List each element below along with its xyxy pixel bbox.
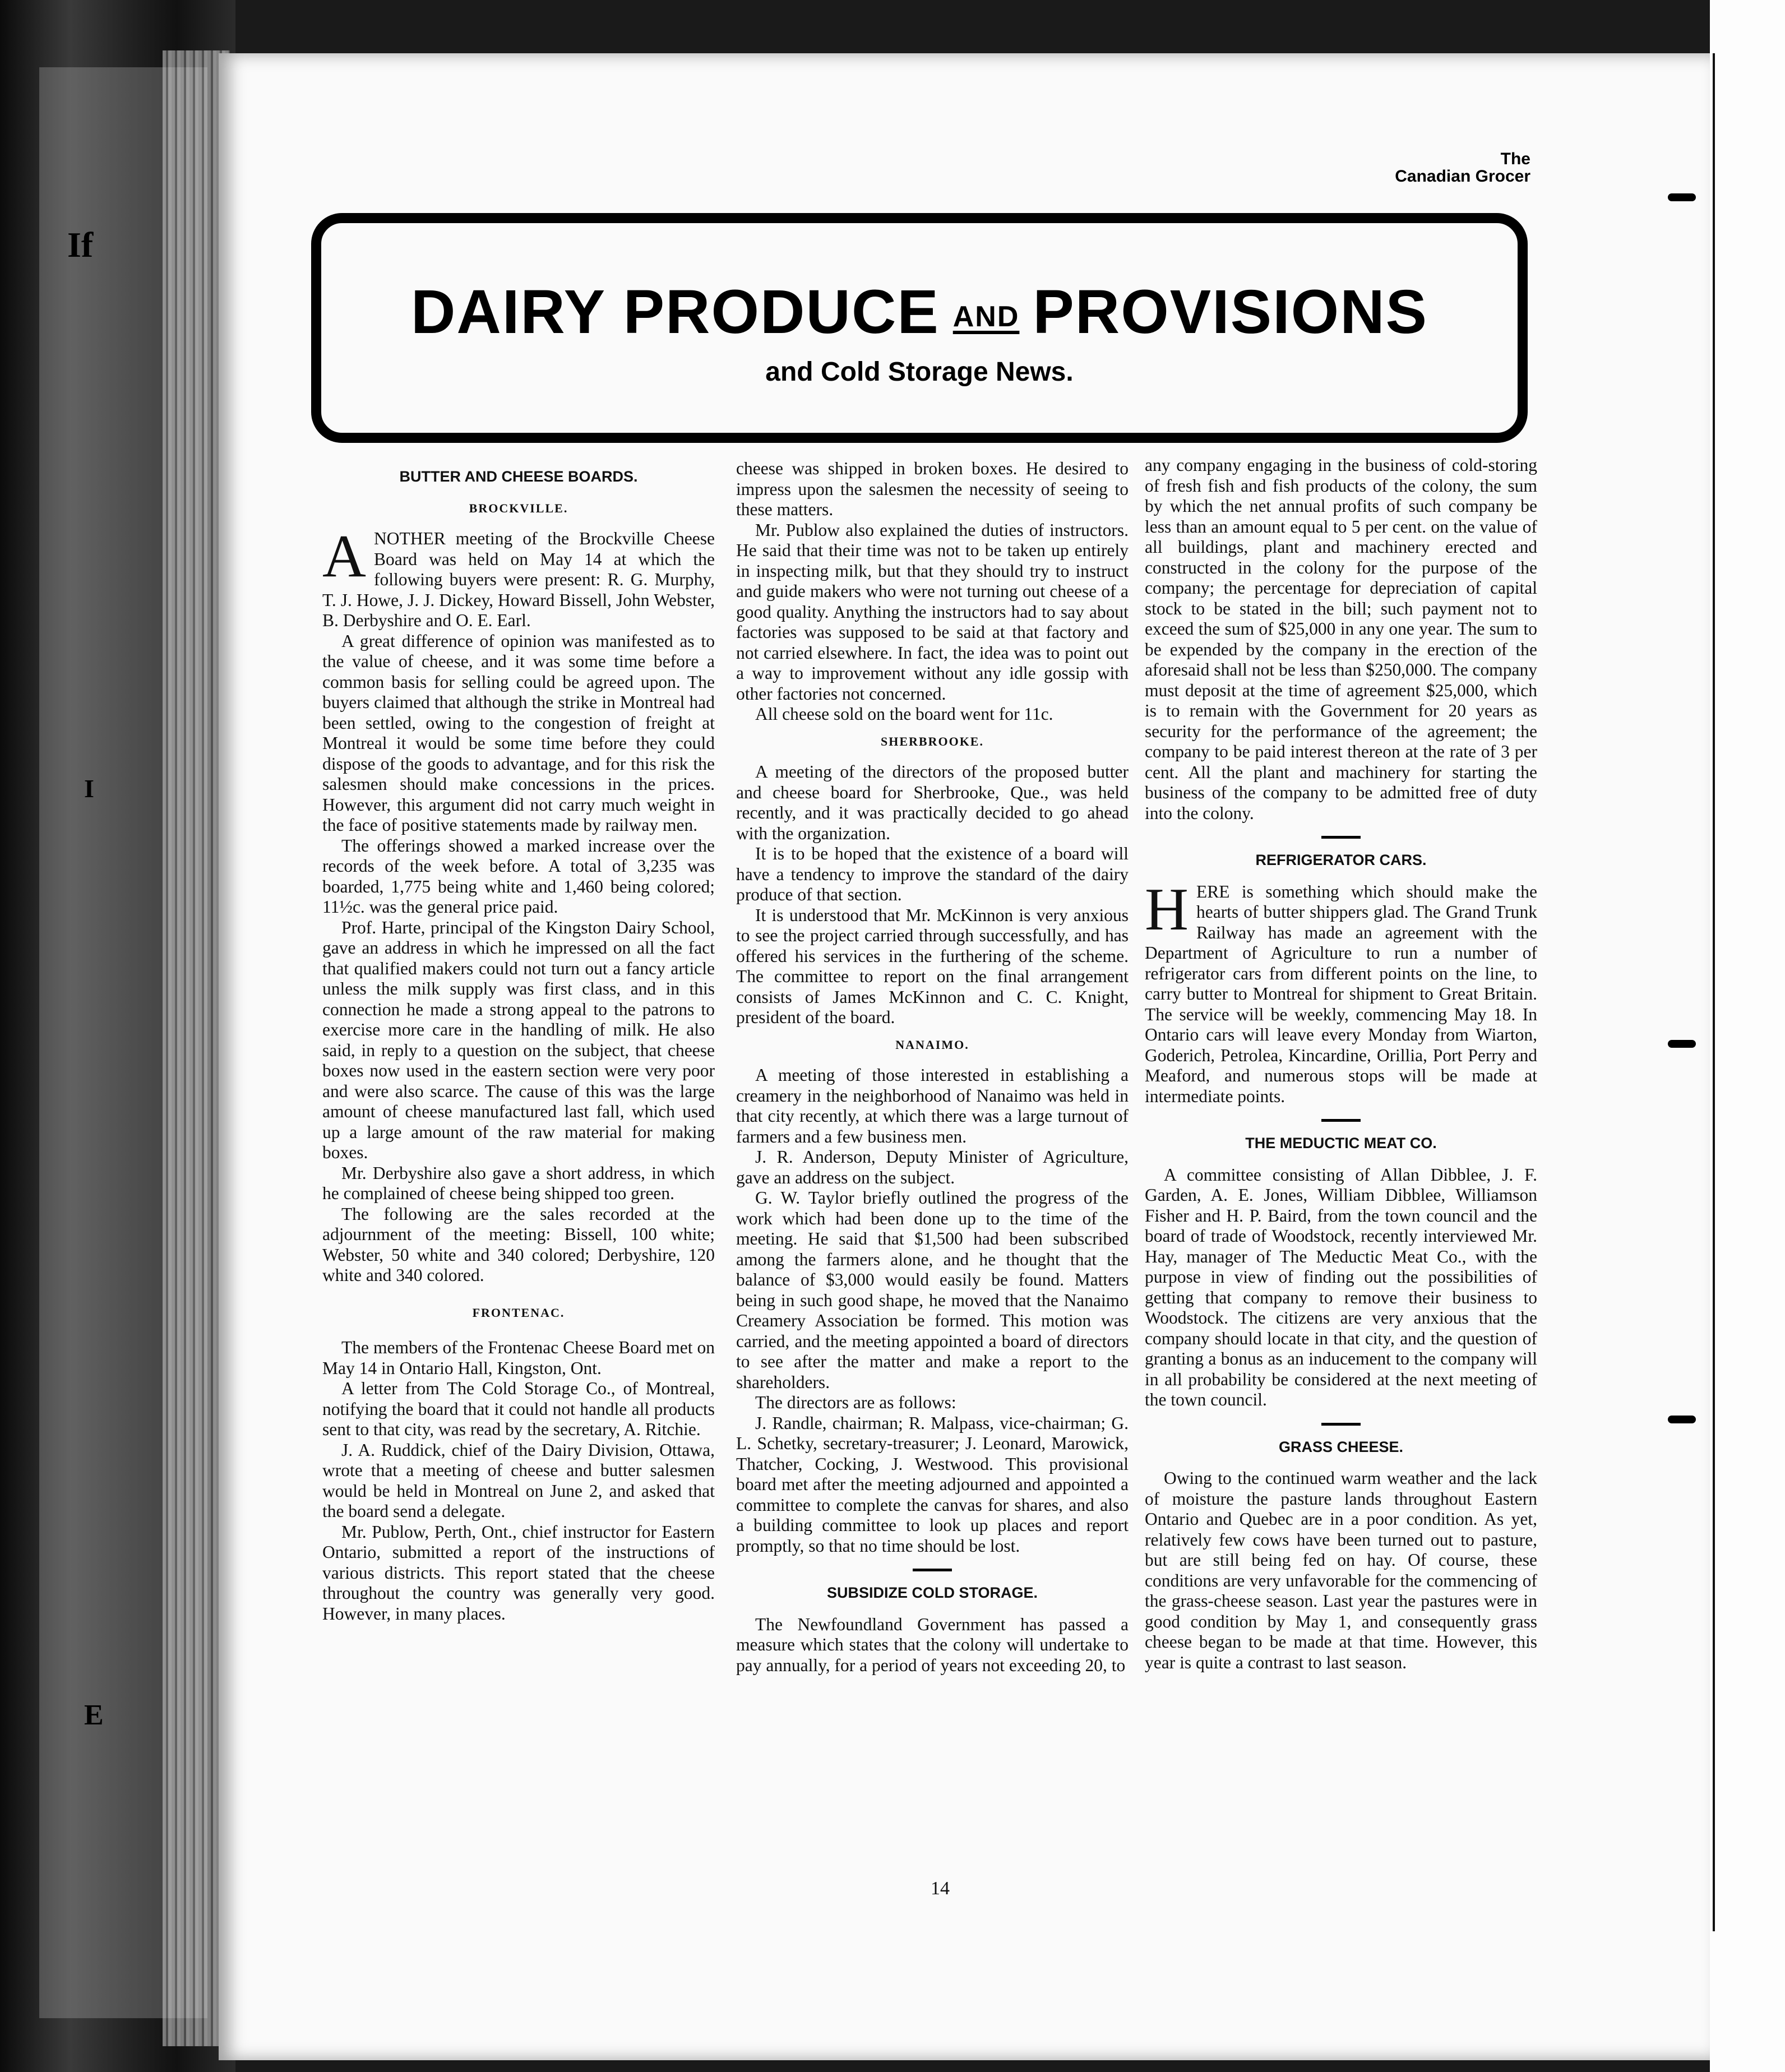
page-edge-rule xyxy=(1713,53,1715,1931)
paragraph: Mr. Publow, Perth, Ont., chief instructor for Eastern Ontario, submitted a report of the instructions of various districts. This report stated that the cheese throughout the country was generally very good. However, in many places. xyxy=(322,1521,715,1624)
banner-subtitle: and Cold Storage News. xyxy=(765,357,1074,387)
paragraph: A great difference of opinion was manifested as to the value of cheese, and it was some time before a common basis for selling could be agreed upon. The buyers claimed that although the strike in Montreal had been settled, owing to the congestion of freight at Montreal it would be some time before they could dispose of the goods to advantage, and for this risk the salesmen should make concessions in the prices. However, this argument did not carry much weight in the face of positive statements made by railway men. xyxy=(322,631,715,835)
scan-background-right xyxy=(1710,0,1785,2072)
column-2 xyxy=(736,459,1129,1676)
section-divider xyxy=(1321,836,1361,839)
column-3 xyxy=(1145,455,1537,1673)
paragraph: any company engaging in the business of cold-storing of fresh fish and fish products of the colony, the sum by which the net annual profits of such company be less than an amount equal to 5 per cent. on the value of all buildings, plant and machinery erected and constructed in the colony for the purpose of the company; the percentage for depreciation of capital stock to be stated in the bill; such payment not to exceed the sum of $25,000 in any one year. The sum to be expended by the company in the erection of the aforesaid shall not be less than $250,000. The company must deposit at the time of agreement $25,000, which is to remain with the Government for 20 years as security for the performance of the agreement; the company to be paid interest thereon at the rate of 3 per cent. All the plant and machinery for starting the business of the company to be admitted free of duty into the colony. xyxy=(1145,455,1537,823)
paragraph: The members of the Frontenac Cheese Board met on May 14 in Ontario Hall, Kingston, Ont. xyxy=(322,1338,715,1378)
paragraph: J. A. Ruddick, chief of the Dairy Division, Ottawa, wrote that a meeting of cheese and butter salesmen would be held in Montreal on June 2, and asked that the board send a delegate. xyxy=(322,1440,715,1521)
banner-title-left: DAIRY PRODUCE xyxy=(410,278,940,346)
paragraph: Prof. Harte, principal of the Kingston Dairy School, gave an address in which he impressed on all the fact that qualified makers could not turn out a fancy article unless the milk supply was first class, and in this connection he made a strong appeal to the patrons to exercise more care in the handling of milk. He also said, in reply to a question on the subject, that cheese boxes now used in the eastern section were very poor and were also scarce. The cause of this was the large amount of cheese manufactured last fall, which used up a large amount of the raw material for making boxes. xyxy=(322,917,715,1162)
article-heading: GRASS CHEESE. xyxy=(1278,1438,1404,1455)
paragraph: The directors are as follows: xyxy=(755,1393,956,1412)
masthead-line-1: The xyxy=(1500,150,1530,168)
paragraph: The Newfoundland Government has passed a measure which states that the colony will undertake to pay annually, for a period of years not exceeding 20, to xyxy=(736,1614,1129,1675)
page-number: 14 xyxy=(931,1878,950,1899)
scan-mark xyxy=(1668,1416,1696,1423)
section-banner xyxy=(311,213,1528,443)
section-subheading: SHERBROOKE. xyxy=(881,734,984,748)
fragment-text: If xyxy=(67,225,94,265)
article-heading: BUTTER AND CHEESE BOARDS. xyxy=(399,468,638,485)
section-subheading: FRONTENAC. xyxy=(472,1305,565,1320)
section-divider xyxy=(1321,1119,1361,1122)
paragraph: Owing to the continued warm weather and the lack of moisture the pasture lands throughout Eastern Ontario and Quebec are in a poor condition. As yet, relatively few cows have been turned out to pasture, but are still being fed on hay. Of course, these conditions are very unfavorable for the commencing of the grass-cheese season. Last year the pastures were in good condition by May 1, and consequently grass cheese began to be made at that time. However, this year is quite a contrast to last season. xyxy=(1145,1468,1537,1672)
paragraph: ANOTHER meeting of the Brockville Cheese Board was held on May 14 at which the following buyers were present: R. G. Murphy, T. J. Howe, J. J. Dickey, Howard Bissell, John Webster, B. Derbyshire and O. E. Earl. xyxy=(322,523,715,630)
section-divider xyxy=(913,1569,952,1571)
masthead-line-2: Canadian Grocer xyxy=(1395,167,1530,186)
paragraph: Mr. Publow also explained the duties of instructors. He said that their time was not to be taken up entirely in inspecting milk, but that they should try to instruct and guide makers who were not turning out cheese of a good quality. Anything the instructors had to say about factories was supposed to be said at that factory and not carried elsewhere. In fact, the idea was to point out a way to improvement without any idle gossip with other factories not concerned. xyxy=(736,520,1129,704)
scan-mark xyxy=(1668,1040,1696,1048)
fragment-text: I xyxy=(84,774,94,803)
paragraph: J. R. Anderson, Deputy Minister of Agriculture, gave an address on the subject. xyxy=(736,1147,1129,1187)
fragment-text: E xyxy=(84,1699,104,1731)
paragraph: All cheese sold on the board went for 11c. xyxy=(755,704,1053,724)
paragraph: The offerings showed a marked increase over the records of the week before. A total of 3,235 was boarded, 1,775 being white and 1,460 being colored; 11½c. was the general price paid. xyxy=(322,835,715,917)
paragraph: A meeting of the directors of the proposed butter and cheese board for Sherbrooke, Que., was held recently, and it was practically decided to go ahead with the organization. xyxy=(736,762,1129,843)
scan-mark xyxy=(1668,193,1696,201)
paragraph: G. W. Taylor briefly outlined the progress of the work which had been done up to the time of the meeting. He said that $1,500 had been subscribed among the farmers alone, and he thought that the balance of $3,000 would easily be found. Matters being in such good shape, he moved that the Nanaimo Creamery Association be formed. This motion was carried, and the meeting appointed a board of directors to see after the matter and make a report to the shareholders. xyxy=(736,1188,1129,1392)
article-heading: THE MEDUCTIC MEAT CO. xyxy=(1245,1135,1437,1151)
paragraph: Mr. Derbyshire also gave a short address, in which he complained of cheese being shipped too green. xyxy=(322,1163,715,1203)
paragraph: cheese was shipped in broken boxes. He desired to impress upon the salesmen the necessity of seeing to these matters. xyxy=(736,459,1129,519)
banner-title-and: AND xyxy=(952,300,1020,333)
paragraph: J. Randle, chairman; R. Malpass, vice-chairman; G. L. Schetky, secretary-treasurer; J. Leonard, Marowick, Thatcher, Cocking, J. Westwood. This provisional board met after the meeting adjourned and appointed a committee to complete the canvas for shares, and also a building committee to look up places and report promptly, so that no time should be lost. xyxy=(736,1413,1129,1556)
paragraph: The following are the sales recorded at the adjournment of the meeting: Bissell, 100 white; Webster, 50 white and 340 colored; Derbyshire, 120 white and 340 colored. xyxy=(322,1204,715,1285)
drop-cap: A xyxy=(322,523,366,590)
paragraph: It is understood that Mr. McKinnon is very anxious to see the project carried through successfully, and has offered his services in the furthering of the scheme. The committee to report on the final arrangement consists of James McKinnon and C. C. Knight, president of the board. xyxy=(736,905,1129,1027)
article-heading: SUBSIDIZE COLD STORAGE. xyxy=(826,1584,1038,1601)
paragraph: It is to be hoped that the existence of a board will have a tendency to improve the standard of the dairy produce of that section. xyxy=(736,844,1129,904)
banner-title xyxy=(321,276,1518,348)
banner-title-right: PROVISIONS xyxy=(1033,278,1428,346)
section-divider xyxy=(1321,1423,1361,1426)
section-subheading: BROCKVILLE. xyxy=(469,501,568,515)
masthead xyxy=(1345,150,1530,185)
article-heading: REFRIGERATOR CARS. xyxy=(1255,852,1427,868)
paragraph: A meeting of those interested in establishing a creamery in the neighborhood of Nanaimo was held in that city recently, at which there was a large turnout of farmers and a few business men. xyxy=(736,1065,1129,1146)
paragraph: A committee consisting of Allan Dibblee, J. F. Garden, A. E. Jones, William Dibblee, Williamson Fisher and H. P. Baird, from the town council and the board of trade of Woodstock, recently interviewed Mr. Hay, manager of The Meductic Meat Co., with the purpose in view of finding out the possibilities of getting that company to remove their business to Woodstock. The citizens are very anxious that the company should locate in that city, and the question of granting a bonus as an inducement to the company will in all probability be considered at the next meeting of the town council. xyxy=(1145,1164,1537,1409)
column-1 xyxy=(322,466,715,1624)
drop-cap: H xyxy=(1145,876,1189,943)
section-subheading: NANAIMO. xyxy=(895,1037,969,1052)
paragraph: HERE is something which should make the hearts of butter shippers glad. The Grand Trunk Railway has made an agreement with the Department of Agriculture to run a number of refrigerator cars from different points on the line, to carry butter to Montreal for shipment to Great Britain. The service will be weekly, commencing May 18. In Ontario cars will leave every Monday from Wiarton, Goderich, Petrolea, Kincardine, Orillia, Port Perry and Meaford, and numerous stops will be made at intermediate points. xyxy=(1145,876,1537,1106)
paragraph: A letter from The Cold Storage Co., of Montreal, notifying the board that it could not handle all products sent to that city, was read by the secretary, A. Ritchie. xyxy=(322,1379,715,1439)
